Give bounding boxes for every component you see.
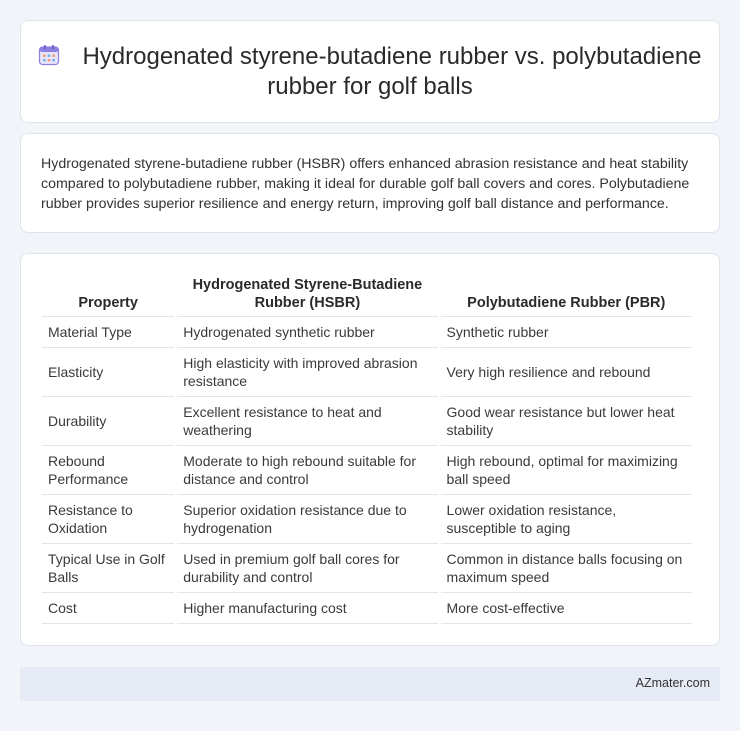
footer-site-link[interactable]: AZmater.com: [635, 676, 710, 690]
row-property: Material Type: [42, 317, 174, 348]
table-row: [42, 593, 692, 624]
row-pbr: Common in distance balls focusing on maximum speed: [441, 544, 692, 593]
row-property: Durability: [42, 397, 174, 446]
row-property: Elasticity: [42, 348, 174, 397]
table-row: [42, 397, 692, 446]
header-hsbr: Hydrogenated Styrene-Butadiene Rubber (HSBR): [177, 274, 437, 317]
page-title: [21, 42, 719, 102]
table-row: [42, 495, 692, 544]
row-pbr: High rebound, optimal for maximizing ball speed: [441, 446, 692, 495]
calendar-icon: [38, 44, 60, 66]
row-property: Cost: [42, 593, 174, 624]
table-row: [42, 544, 692, 593]
summary-paragraph: Hydrogenated styrene-butadiene rubber (HSBR) offers enhanced abrasion resistance and heat stability compared to polybutadiene rubber, making it ideal for durable golf ball covers and cores. Polybutadiene rubber provides superior resilience and energy return, improving golf ball distance and performance.: [41, 156, 690, 212]
row-hsbr: Excellent resistance to heat and weathering: [177, 397, 437, 446]
row-hsbr: High elasticity with improved abrasion resistance: [177, 348, 437, 397]
row-hsbr: Hydrogenated synthetic rubber: [177, 317, 437, 348]
header-pbr: Polybutadiene Rubber (PBR): [441, 274, 692, 317]
title-card: [20, 20, 720, 123]
row-pbr: Good wear resistance but lower heat stability: [441, 397, 692, 446]
title-wrap: [21, 21, 719, 122]
summary-card: [20, 133, 720, 233]
table-row: [42, 446, 692, 495]
table-row: [42, 348, 692, 397]
table-header-row: [42, 274, 692, 317]
header-property: Property: [42, 274, 174, 317]
row-pbr: Synthetic rubber: [441, 317, 692, 348]
row-property: Rebound Performance: [42, 446, 174, 495]
row-property: Resistance to Oxidation: [42, 495, 174, 544]
comparison-table-card: [20, 253, 720, 646]
row-hsbr: Superior oxidation resistance due to hydrogenation: [177, 495, 437, 544]
row-pbr: Lower oxidation resistance, susceptible to aging: [441, 495, 692, 544]
footer-bar: [20, 667, 720, 701]
row-property: Typical Use in Golf Balls: [42, 544, 174, 593]
row-hsbr: Used in premium golf ball cores for durability and control: [177, 544, 437, 593]
row-pbr: Very high resilience and rebound: [441, 348, 692, 397]
row-hsbr: Moderate to high rebound suitable for distance and control: [177, 446, 437, 495]
page-title-text: Hydrogenated styrene-butadiene rubber vs. polybutadiene rubber for golf balls: [82, 42, 702, 100]
row-hsbr: Higher manufacturing cost: [177, 593, 437, 624]
table-row: [42, 317, 692, 348]
row-pbr: More cost-effective: [441, 593, 692, 624]
comparison-table: [39, 274, 695, 624]
